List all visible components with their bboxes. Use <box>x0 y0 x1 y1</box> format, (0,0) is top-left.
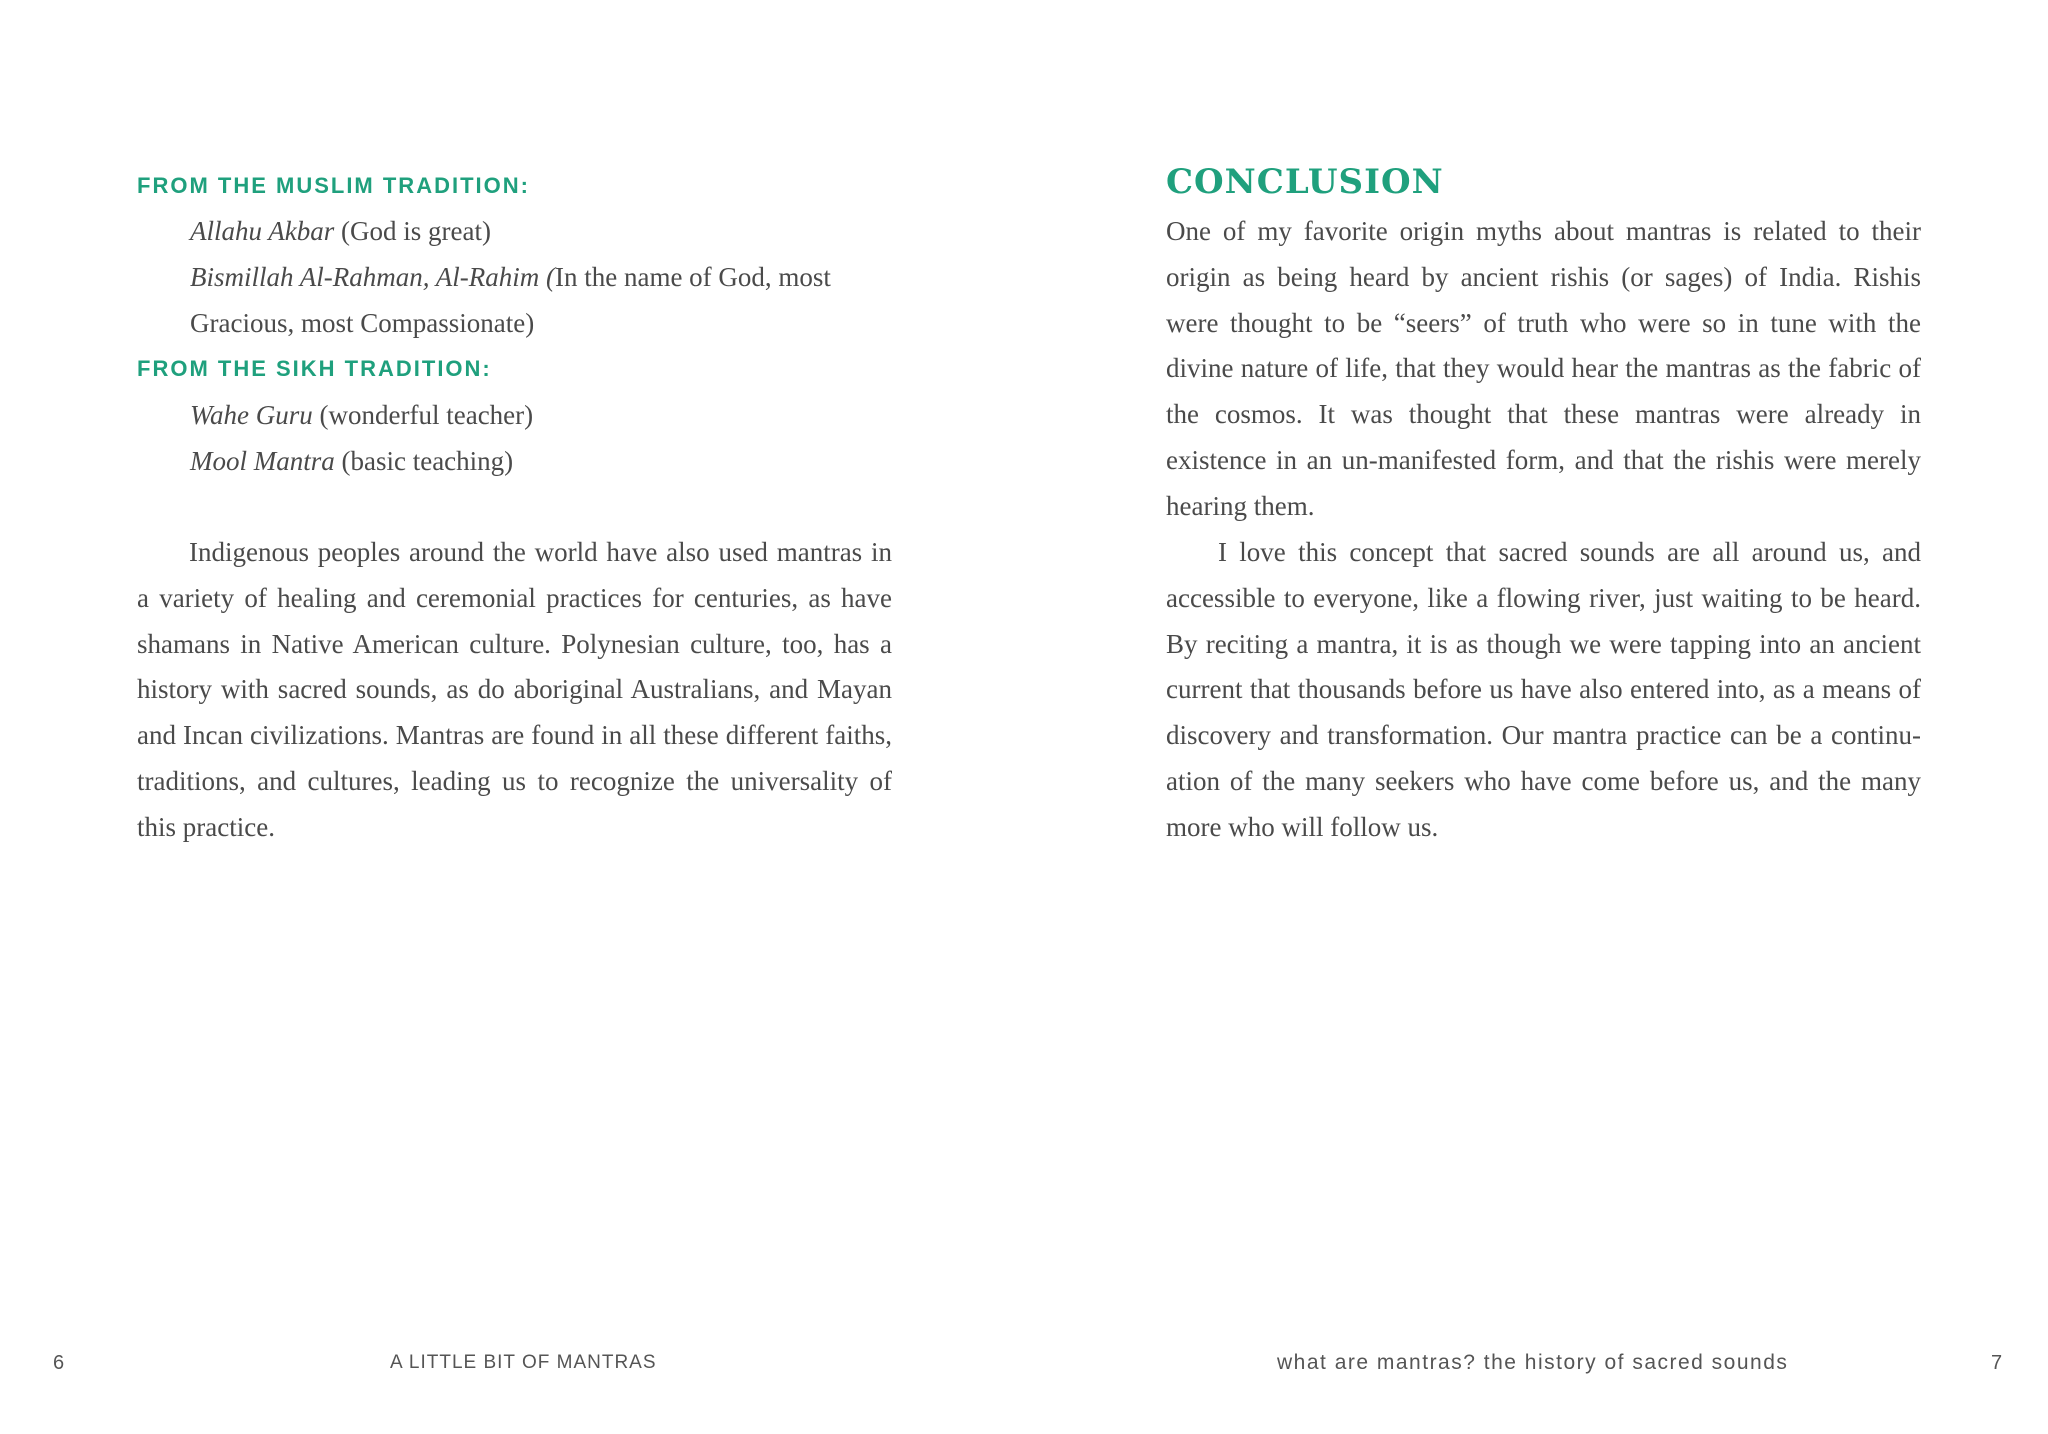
mantra-term: Wahe Guru <box>190 400 313 430</box>
mantra-term: Bismillah Al-Rahman, Al-Rahim ( <box>190 262 555 292</box>
mantra-gloss: (wonderful teacher) <box>312 400 534 430</box>
mantra-gloss: (God is great) <box>334 216 491 246</box>
mantra-line <box>190 208 491 254</box>
mantra-line <box>190 300 534 346</box>
right-page <box>1024 0 2048 1434</box>
mantra-gloss: Gracious, most Compassionate) <box>190 308 535 338</box>
mantra-term: Mool Mantra <box>190 446 335 476</box>
mantra-gloss: In the name of God, most <box>554 262 831 292</box>
page-number-right: 7 <box>1991 1352 2003 1374</box>
sikh-tradition-heading: FROM THE SIKH TRADITION: <box>137 356 492 381</box>
mantra-line <box>190 392 533 438</box>
mantra-line <box>190 438 513 484</box>
conclusion-paragraph-2: I love this concept that sacred sounds are all around us, and accessible to everyone, like a flowing river, just waiting to be heard. By reciting a mantra, it is as though we were tapping into an ancient current that thousands before us have also entered into, as a means of discovery and transformation. Our mantra practice can be a continuation of the many seekers who have come before us, and the many more who will follow us. <box>1166 537 1921 842</box>
indigenous-paragraph: Indigenous peoples around the world have also used mantras in a variety of healing and ceremonial practices for centuries, as have shamans in Native American culture. Polynesian culture, too, has a history with sacred sounds, as do aboriginal Australians, and Mayan and Incan civilizations. Mantras are found in all these different faiths, traditions, and cultures, leading us to recognize the universality of this practice. <box>137 537 892 842</box>
mantra-gloss: (basic teaching) <box>334 446 514 476</box>
page-number-left: 6 <box>53 1352 65 1374</box>
running-head-chapter-title: what are mantras? the history of sacred sounds <box>1277 1351 1789 1374</box>
muslim-tradition-heading: FROM THE MUSLIM TRADITION: <box>137 173 530 198</box>
conclusion-title: CONCLUSION <box>1166 162 1444 202</box>
mantra-term: Allahu Akbar <box>190 216 335 246</box>
mantra-line <box>190 254 831 300</box>
running-head-book-title: A LITTLE BIT OF MANTRAS <box>390 1352 657 1373</box>
conclusion-paragraph-1: One of my favorite origin myths about mantras is related to their origin as being heard by ancient rishis (or sages) of India. Rishis were thought to be “seers” of truth who were so in tune with the divine nature of life, that they would hear the mantras as the fabric of the cosmos. It was thought that these mantras were already in existence in an un-manifested form, and that the rishis were merely hearing them. <box>1166 216 1921 521</box>
